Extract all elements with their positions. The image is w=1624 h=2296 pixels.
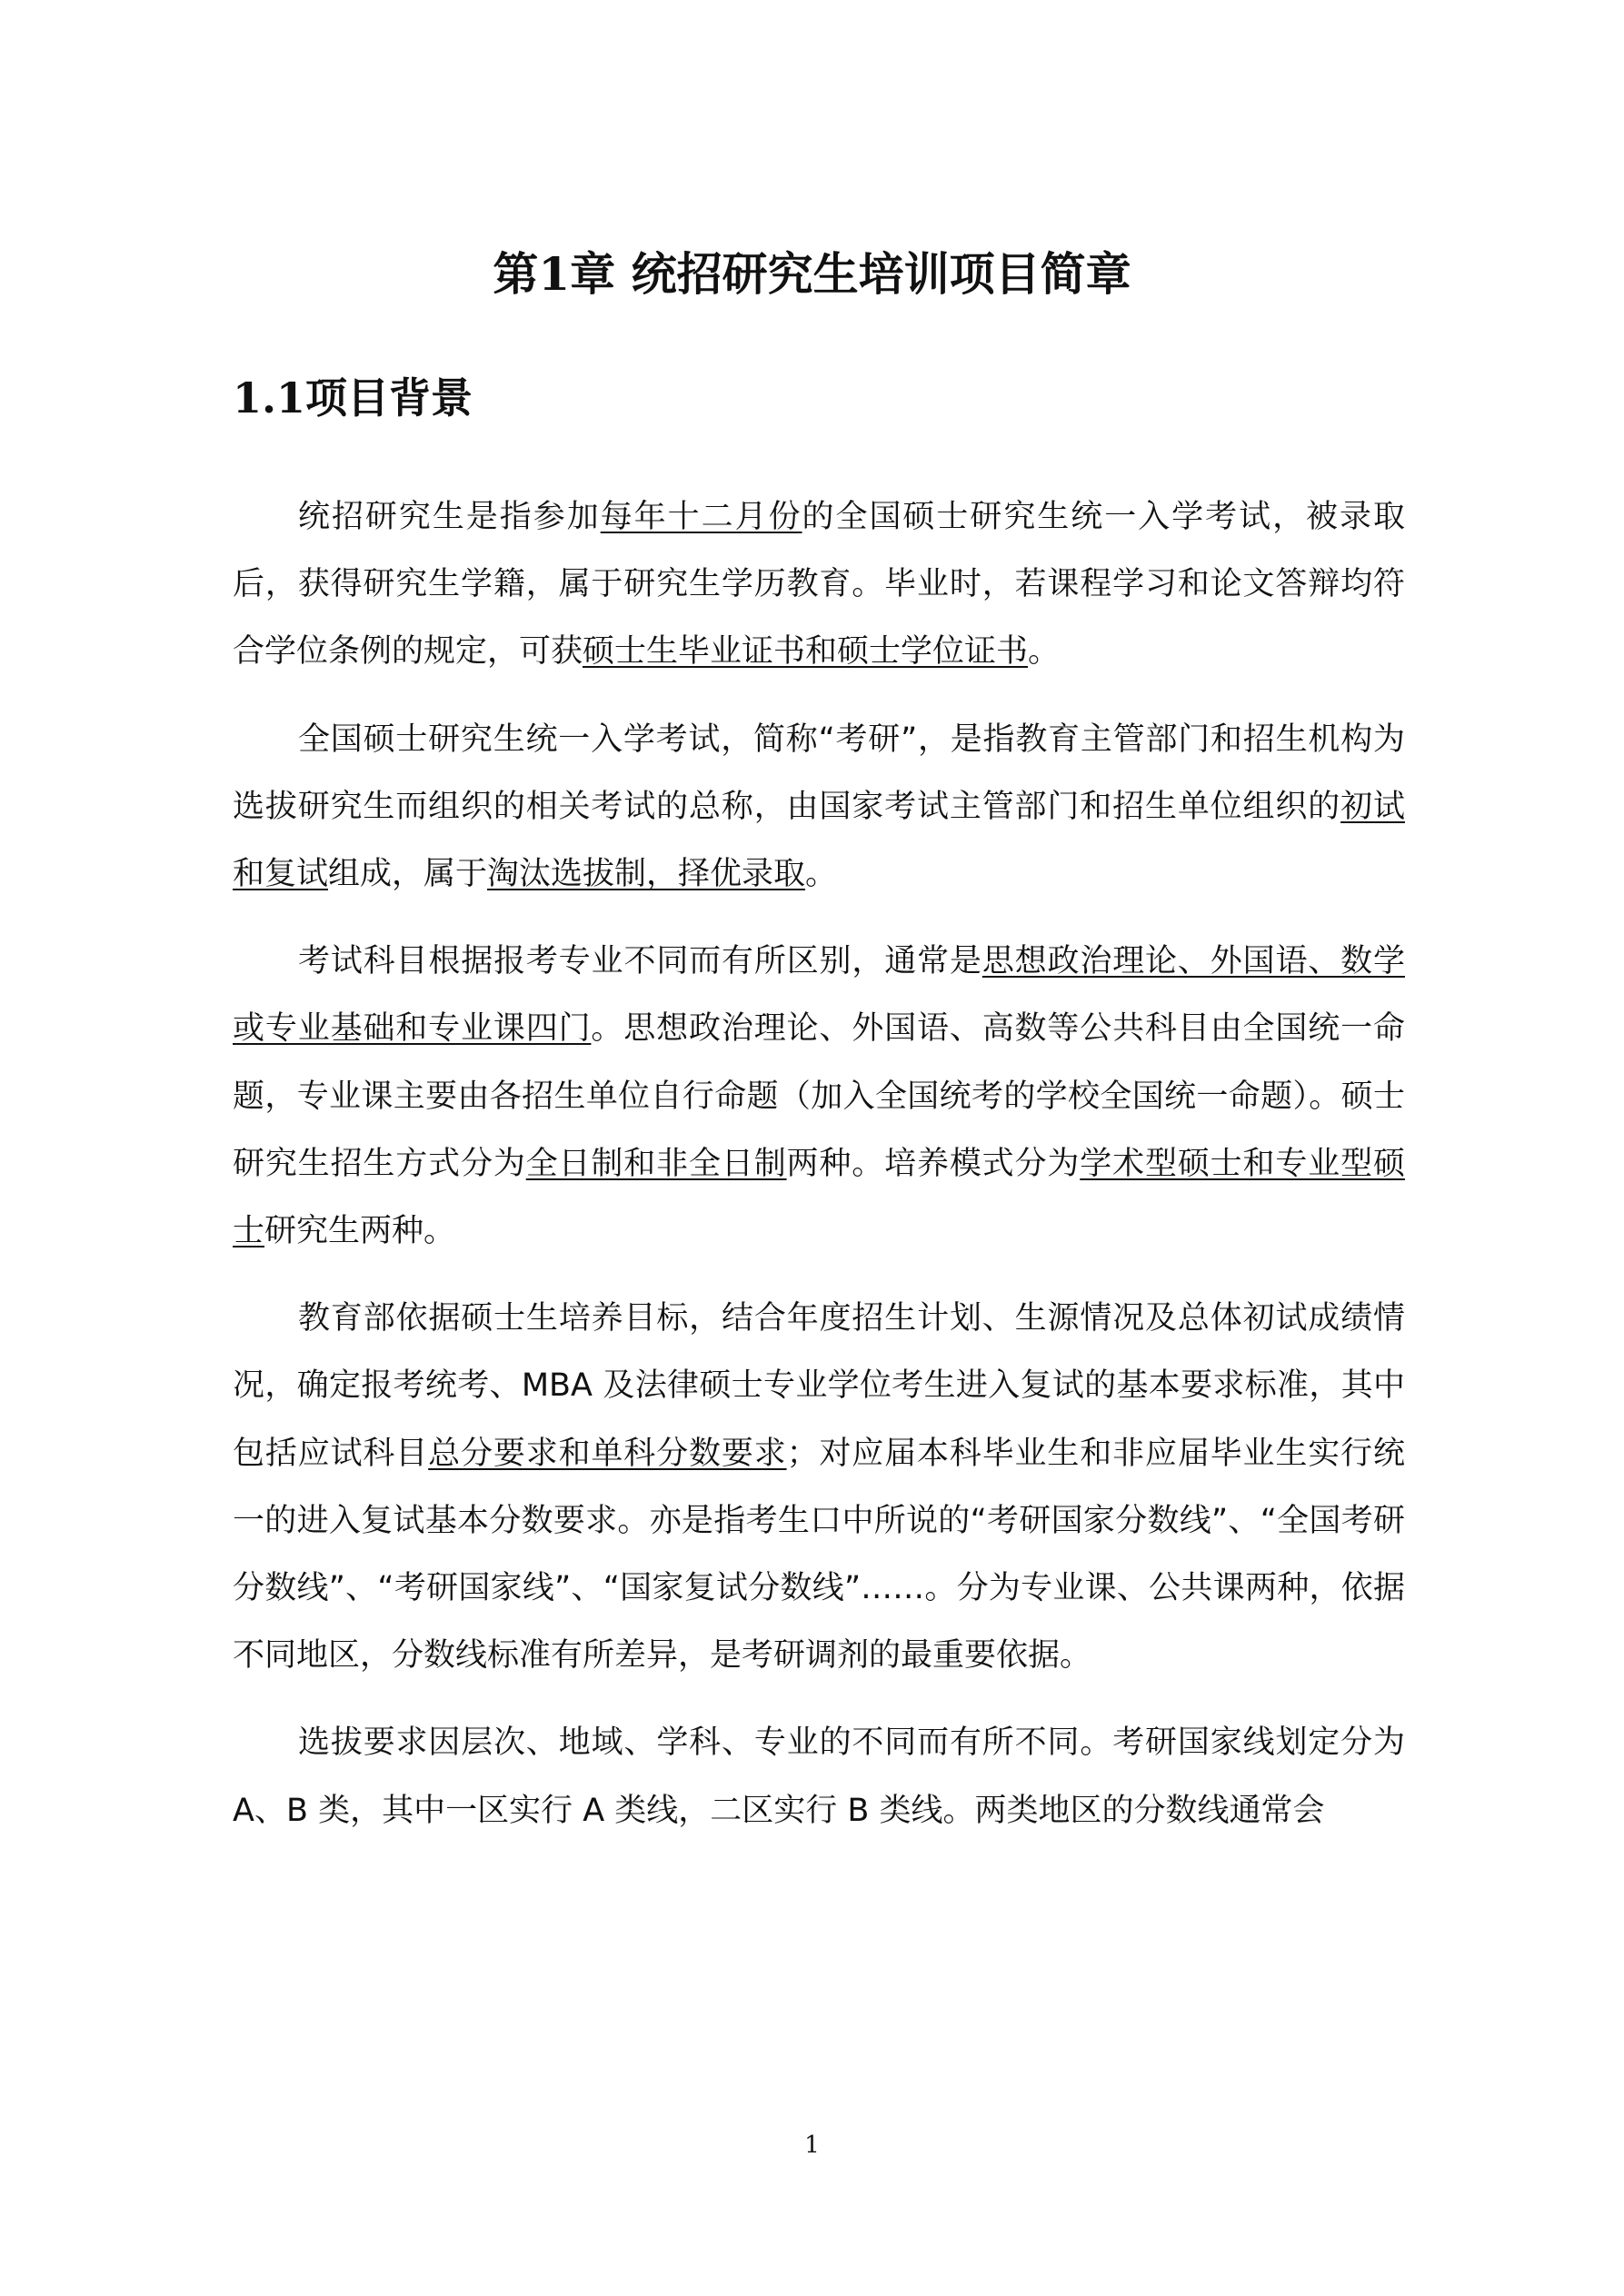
paragraph-text: 组成，属于 — [328, 856, 488, 893]
paragraph-text: ；对应届本科毕业生和非应届毕业生实行统一的进入复试基本分数要求。亦是指考生口中所说的“考研国家分数线”、“全国考研分数线”、“考研国家线”、“国家复试分数线”……。分为专业课、公共课两种，依据不同地区，分数线标准有所差异，是考研调剂的最重要依据。 — [233, 1435, 1405, 1675]
paragraph-text: 研究生两种。 — [264, 1213, 456, 1250]
underlined-text: 硕士生毕业证书和硕士学位证书 — [583, 633, 1029, 671]
page-number: 1 — [804, 2132, 820, 2159]
body-paragraph — [233, 1285, 1405, 1689]
chapter-title: 第1章 统招研究生培训项目简章 — [493, 247, 1131, 301]
underlined-text: 淘汰选拔制，择优录取 — [487, 856, 806, 893]
paragraph-text: 教育部依据硕士生培养目标，结合年度招生计划、生源情况及总体初试成绩情况，确定报考统考、MBA 及法律硕士专业学位考生进入复试的基本要求标准，其中包括应试科目 — [233, 1300, 1405, 1472]
paragraph-text: 。 — [1028, 633, 1061, 671]
body-paragraph — [233, 483, 1405, 686]
underlined-text: 总分要求和单科分数要求 — [428, 1435, 787, 1472]
paragraph-text: 。 — [805, 856, 838, 893]
underlined-text: 思想政治理论、外国语、数学或专业基础和专业课四门 — [233, 943, 1405, 1048]
underlined-text: 全日制和非全日制 — [525, 1145, 787, 1182]
underlined-text: 初试和复试 — [233, 788, 1405, 893]
body-text — [233, 483, 1405, 1844]
body-paragraph — [233, 928, 1405, 1265]
body-paragraph — [233, 1709, 1405, 1844]
body-paragraph — [233, 706, 1405, 909]
section-heading: 1.1项目背景 — [233, 373, 473, 422]
paragraph-text: 选拔要求因层次、地域、学科、专业的不同而有所不同。考研国家线划定分为 A、B 类，其中一区实行 A 类线，二区实行 B 类线。两类地区的分数线通常会 — [233, 1724, 1405, 1829]
paragraph-text: 的全国硕士研究生统一入学考试，被录取后，获得研究生学籍，属于研究生学历教育。毕业时，若课程学习和论文答辩均符合学位条例的规定，可获 — [233, 499, 1405, 671]
underlined-text: 学术型硕士和专业型硕士 — [233, 1145, 1405, 1250]
paragraph-text: 两种。培养模式分为 — [786, 1145, 1081, 1182]
underlined-text: 每年十二月份 — [600, 499, 802, 535]
paragraph-text: 全国硕士研究生统一入学考试，简称“考研”，是指教育主管部门和招生机构为选拔研究生而组织的相关考试的总称，由国家考试主管部门和招生单位组织的 — [233, 721, 1405, 825]
paragraph-text: 考试科目根据报考专业不同而有所区别，通常是 — [298, 943, 982, 980]
paragraph-text: 。思想政治理论、外国语、高数等公共科目由全国统一命题，专业课主要由各招生单位自行命题（加入全国统考的学校全国统一命题）。硕士研究生招生方式分为 — [233, 1010, 1405, 1182]
paragraph-text: 统招研究生是指参加 — [298, 499, 601, 535]
